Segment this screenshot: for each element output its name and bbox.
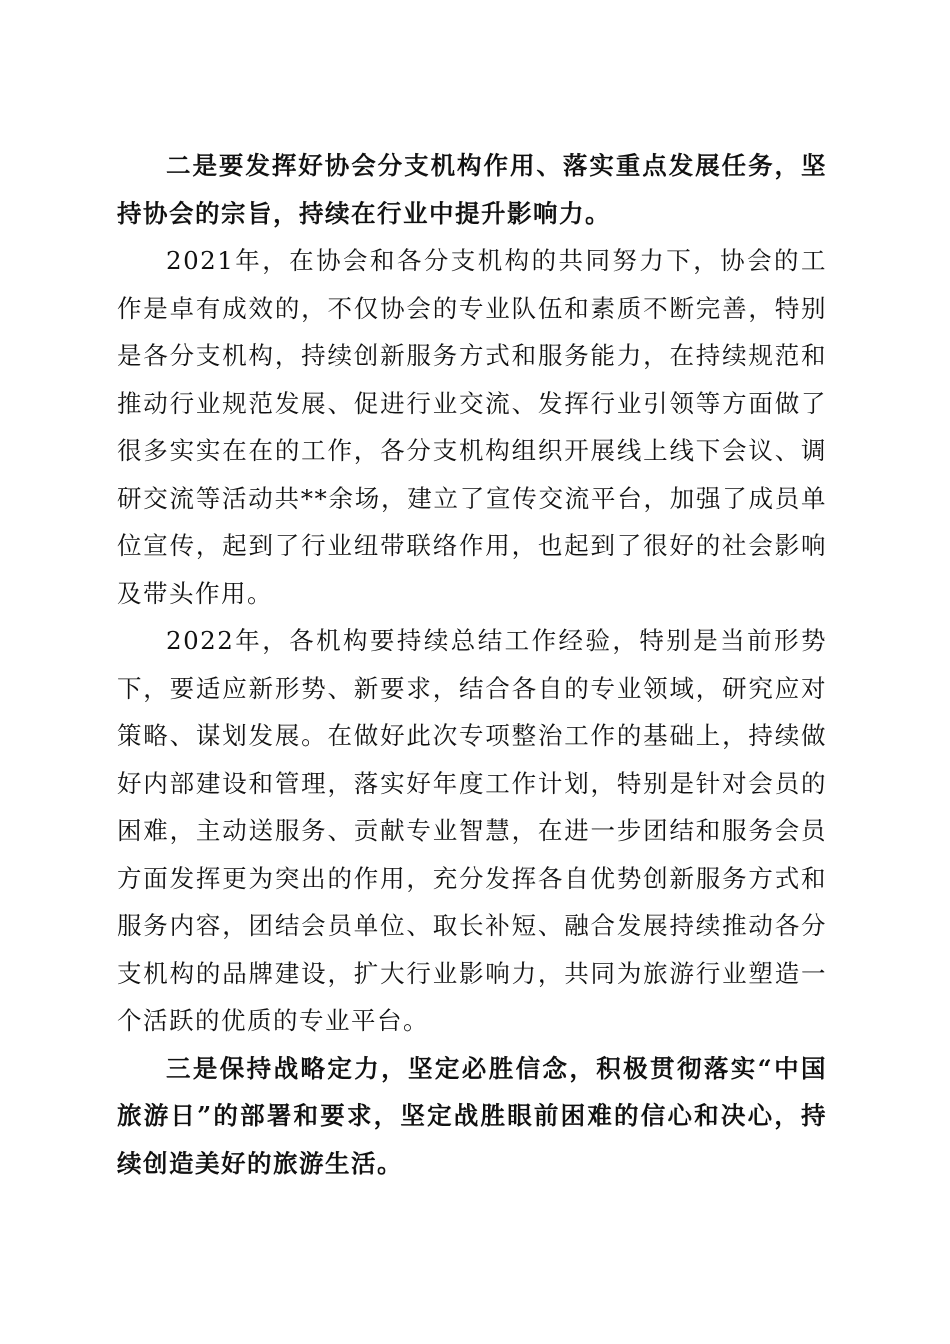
document-body: [117, 142, 827, 1187]
paragraph-2021-review: 2021年，在协会和各分支机构的共同努力下，协会的工作是卓有成效的，不仅协会的专业队伍和素质不断完善，特别是各分支机构，持续创新服务方式和服务能力，在持续规范和推动行业规范发展、促进行业交流、发挥行业引领等方面做了很多实实在在的工作，各分支机构组织开展线上线下会议、调研交流等活动共**余场，建立了宣传交流平台，加强了成员单位宣传，起到了行业纽带联络作用，也起到了很好的社会影响及带头作用。: [117, 246, 827, 608]
paragraph-task-three: 三是保持战略定力，坚定必胜信念，积极贯彻落实“中国旅游日”的部署和要求，坚定战胜眼前困难的信心和决心，持续创造美好的旅游生活。: [117, 1053, 827, 1178]
paragraph-2022-plan: 2022年，各机构要持续总结工作经验，特别是当前形势下，要适应新形势、新要求，结合各自的专业领域，研究应对策略、谋划发展。在做好此次专项整治工作的基础上，持续做好内部建设和管理，落实好年度工作计划，特别是针对会员的困难，主动送服务、贡献专业智慧，在进一步团结和服务会员方面发挥更为突出的作用，充分发挥各自优势创新服务方式和服务内容，团结会员单位、取长补短、融合发展持续推动各分支机构的品牌建设，扩大行业影响力，共同为旅游行业塑造一个活跃的优质的专业平台。: [117, 626, 827, 1035]
paragraph-task-two: 二是要发挥好协会分支机构作用、落实重点发展任务，坚持协会的宗旨，持续在行业中提升影响力。: [117, 151, 827, 228]
